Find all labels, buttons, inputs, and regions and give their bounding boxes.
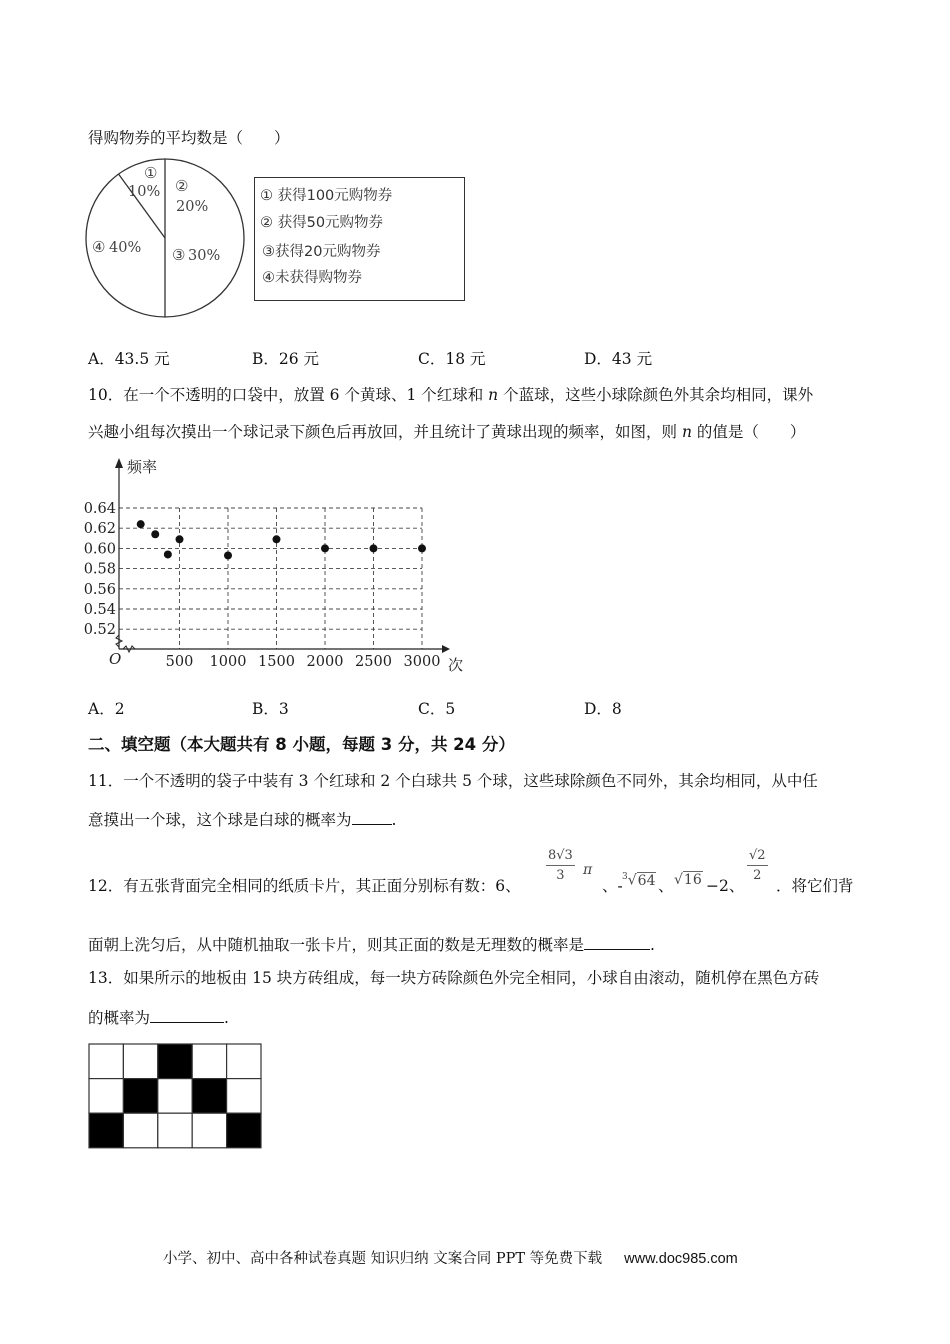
black-tile: [158, 1044, 192, 1079]
q10-line2-text: 兴趣小组每次摸出一个球记录下颜色后再放回，并且统计了黄球出现的频率，如图，则: [88, 423, 678, 441]
q13-tile-grid: [88, 1043, 266, 1149]
pie-label-2-num: ②: [175, 177, 189, 195]
q9-option-a: A．43.5 元: [88, 350, 170, 368]
y-tick-label: 0.52: [83, 622, 116, 639]
q10-frequency-chart: [82, 454, 472, 676]
q10-var-n-2: n: [681, 423, 692, 441]
white-tile: [227, 1044, 261, 1079]
y-axis-label: 频率: [127, 458, 158, 476]
white-tile: [123, 1044, 157, 1079]
q9-pie-chart: [84, 154, 249, 322]
x-axis-arrow: [442, 645, 450, 653]
footer-site[interactable]: www.doc985.com: [624, 1251, 738, 1267]
data-point-4: [224, 551, 232, 559]
data-point-6: [321, 544, 329, 552]
q13-line2-end: .: [224, 1009, 229, 1027]
x-tick-label: 2000: [306, 654, 344, 670]
q12-sqrt-16: √16: [674, 872, 702, 888]
q13-line2-text: 的概率为: [88, 1009, 151, 1027]
pie-label-1-num: ①: [144, 164, 158, 182]
q11-line2-text: 意摸出一个球，这个球是白球的概率为: [88, 811, 352, 829]
section2-heading: 二、填空题（本大题共有 8 小题，每题 3 分，共 24 分）: [88, 735, 515, 754]
data-point-3: [176, 535, 184, 543]
q10-line1: [88, 388, 813, 404]
origin-label: O: [109, 650, 122, 668]
q10-option-d: D．8: [584, 700, 622, 718]
data-point-8: [418, 544, 426, 552]
legend-item-4: ④未获得购物券: [262, 270, 362, 286]
black-tile: [123, 1079, 157, 1114]
q11-answer-blank[interactable]: [352, 810, 392, 825]
x-tick-label: 500: [165, 654, 194, 670]
q10-option-b: B．3: [252, 700, 289, 718]
q9-option-d: D．43 元: [584, 350, 653, 368]
x-axis-label: 次: [448, 656, 464, 674]
q12-sep1: 、-: [602, 877, 623, 895]
y-axis-arrow: [115, 458, 123, 468]
black-tile: [227, 1113, 261, 1148]
q12-fraction-8root3-over-3: [546, 848, 575, 883]
legend-item-3: ③获得20元购物券: [262, 244, 381, 260]
white-tile: [123, 1113, 157, 1148]
y-tick-label: 0.56: [83, 581, 116, 598]
q12-line2-end: .: [650, 936, 655, 954]
q13-answer-blank[interactable]: [150, 1008, 224, 1023]
data-point-1: [151, 530, 159, 538]
pie-label-4-pct: 40%: [109, 240, 142, 256]
black-tile: [192, 1079, 226, 1114]
y-tick-label: 0.58: [83, 561, 116, 578]
white-tile: [192, 1113, 226, 1148]
q12-cbrt-index: 3: [622, 872, 628, 882]
q9-stem-tail: 得购物券的平均数是（ ）: [88, 129, 290, 147]
q12-fraction-root2-over-2: [747, 848, 768, 883]
x-tick-label: 1500: [258, 654, 295, 670]
data-point-5: [273, 535, 281, 543]
q10-line2: [88, 425, 805, 441]
y-tick-label: 0.60: [83, 541, 116, 558]
white-tile: [89, 1044, 123, 1079]
q12-frac2-den: 2: [753, 868, 762, 883]
q12-pi: π: [583, 862, 593, 878]
q12-tail: ．将它们背: [776, 877, 854, 895]
q12-cbrt-value: 64: [637, 872, 656, 889]
q12-sep2: 、: [658, 877, 674, 895]
legend-item-1: ① 获得100元购物券: [260, 188, 393, 204]
x-tick-label: 3000: [403, 654, 441, 670]
white-tile: [192, 1044, 226, 1079]
q12-cube-root-64: $^3$√64: [622, 872, 656, 889]
q11-line1: 11．一个不透明的袋子中装有 3 个红球和 2 个白球共 5 个球，这些球除颜色不同外，其余均相同，从中任: [88, 772, 818, 790]
q12-frac1-num: 8√3: [546, 848, 575, 866]
pie-label-4-num: ④: [92, 238, 106, 256]
q10-var-n: n: [488, 386, 499, 404]
q13-line1: 13．如果所示的地板由 15 块方砖组成，每一块方砖除颜色外完全相同，小球自由滚动，随机停在黑色方砖: [88, 969, 820, 987]
q10-line1-rest: 个蓝球，这些小球除颜色外其余均相同，课外: [503, 386, 814, 404]
q9-option-c: C．18 元: [418, 350, 486, 368]
q10-option-c: C．5: [418, 700, 456, 718]
q11-line2: [88, 810, 396, 829]
footer-text: 小学、初中、高中各种试卷真题 知识归纳 文案合同 PPT 等免费下载: [163, 1251, 603, 1267]
y-tick-label: 0.64: [83, 501, 116, 517]
q12-minus2: −2、: [706, 877, 745, 895]
q12-line2-text: 面朝上洗匀后，从中随机抽取一张卡片，则其正面的数是无理数的概率是: [88, 936, 585, 954]
q12-lead: 12．有五张背面完全相同的纸质卡片，其正面分别标有数：6、: [88, 877, 521, 895]
y-tick-label: 0.62: [83, 521, 116, 538]
data-point-2: [164, 550, 172, 558]
q10-line1-text: 10．在一个不透明的口袋中，放置 6 个黄球、1 个红球和: [88, 386, 484, 404]
q12-frac2-num: √2: [747, 848, 768, 866]
white-tile: [158, 1113, 192, 1148]
x-tick-label: 2500: [355, 654, 392, 670]
q12-line2: [88, 935, 655, 954]
pie-label-1-pct: 10%: [128, 184, 161, 200]
q10-line2-rest: 的值是（ ）: [696, 423, 806, 441]
pie-label-2-pct: 20%: [176, 199, 209, 215]
q12-answer-blank[interactable]: [584, 935, 650, 950]
footer: [163, 1247, 738, 1268]
q13-line2: [88, 1008, 229, 1027]
q9-option-b: B．26 元: [252, 350, 320, 368]
data-point-7: [370, 544, 378, 552]
legend-item-2: ② 获得50元购物券: [260, 215, 384, 231]
q9-pie-legend: [254, 177, 465, 301]
y-tick-label: 0.54: [83, 602, 116, 618]
q12-frac1-den: 3: [556, 868, 565, 883]
x-tick-label: 1000: [209, 654, 247, 670]
white-tile: [158, 1079, 192, 1114]
white-tile: [89, 1079, 123, 1114]
data-point-0: [137, 520, 145, 528]
q12-sqrt16-value: 16: [683, 872, 702, 888]
black-tile: [89, 1113, 123, 1148]
white-tile: [227, 1079, 261, 1114]
q10-option-a: A．2: [88, 700, 125, 718]
pie-label-3-pct: 30%: [188, 248, 221, 264]
q11-line2-end: .: [391, 811, 397, 829]
pie-label-3-num: ③: [172, 246, 186, 264]
